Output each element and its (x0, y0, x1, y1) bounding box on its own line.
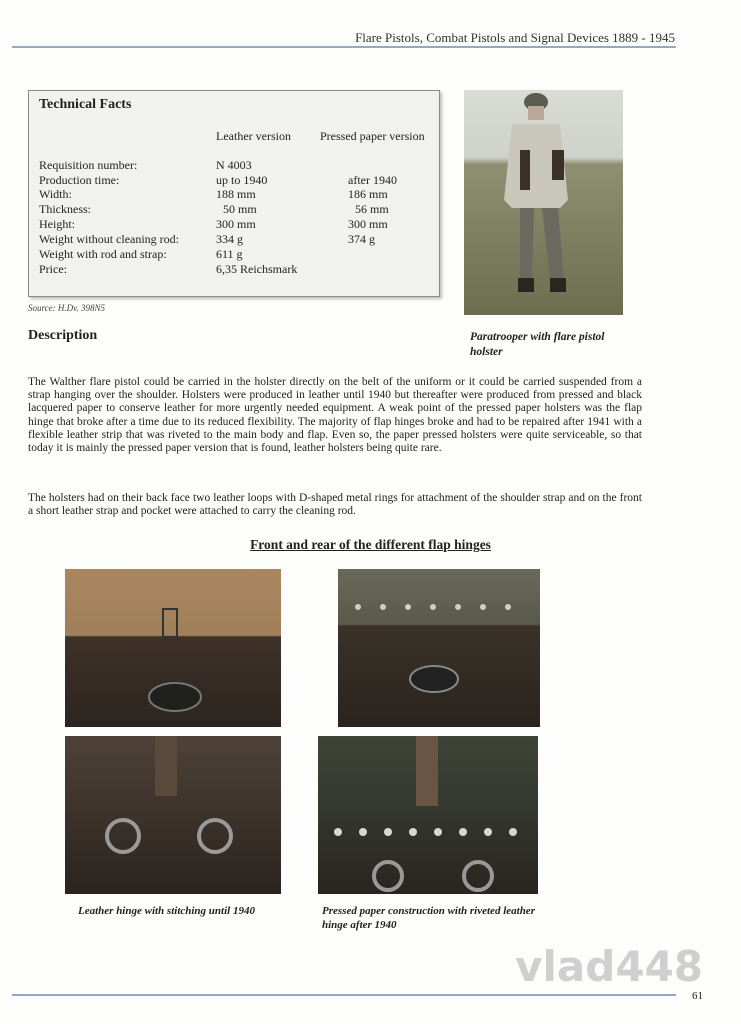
header-rule (12, 46, 676, 48)
photo-caption: Paratrooper with flare pistol holster (470, 331, 605, 358)
facts-row: Production time: up to 1940 after 1940 (39, 173, 397, 187)
description-paragraph-1: The Walther flare pistol could be carried in the holster directly on the belt of the uniform or it could be carried suspended from a strap hanging over the shoulder. Holsters were produced in leather until 1940 but thereafter were produced from pressed and black lacquered paper to conserve leather for more urgently needed equipment. A weak point of the pressed paper holsters was the flap hinge that broke after a time due to its reduced flexibility. The majority of flap hinges broke and had to be repaired after 1941 with a flexible leather strip that was riveted to the main body and flap. Even so, the paper pressed holsters were quite serviceable, so that today it is mainly the pressed paper version that is found, leather holsters being quite rare. (28, 376, 642, 455)
leather-hinge-front-photo (65, 569, 281, 727)
running-header: Flare Pistols, Combat Pistols and Signal Devices 1889 - 1945 (355, 30, 675, 45)
caption-paper-hinge: Pressed paper construction with riveted leather hinge after 1940 (322, 905, 535, 931)
facts-row: Width: 188 mm 186 mm (39, 187, 388, 201)
paper-hinge-rear-photo (318, 736, 538, 894)
riveted-strip-icon (318, 736, 538, 894)
facts-row: Weight without cleaning rod: 334 g 374 g (39, 232, 375, 246)
facts-row: Weight with rod and strap: 611 g (39, 247, 243, 261)
page-number: 61 (692, 990, 703, 1002)
hinge-detail-icon (65, 569, 281, 727)
rivet-row-icon (338, 569, 540, 727)
source-note: Source: H.Dv. 398N5 (28, 303, 105, 313)
facts-row: Requisition number: N 4003 (39, 158, 252, 172)
description-paragraph-2: The holsters had on their back face two leather loops with D-shaped metal rings for attachment of the shoulder strap and on the front a short leather strap and pocket were attached to carry the cleaning rod. (28, 492, 642, 518)
hinges-heading: Front and rear of the different flap hinges (250, 537, 491, 552)
description-heading: Description (28, 328, 98, 343)
technical-facts-box (28, 90, 440, 297)
watermark: vlad448 (515, 942, 703, 991)
col-header-paper: Pressed paper version (320, 129, 425, 143)
paratrooper-photo (464, 90, 623, 315)
facts-row: Thickness: 50 mm 56 mm (39, 202, 389, 216)
paper-hinge-front-photo (338, 569, 540, 727)
facts-title: Technical Facts (39, 97, 132, 112)
paratrooper-figure (464, 90, 623, 315)
facts-row: Price: 6,35 Reichsmark (39, 262, 298, 276)
footer-rule (12, 994, 676, 996)
caption-leather-hinge: Leather hinge with stitching until 1940 (78, 905, 255, 917)
d-ring-icon (65, 736, 281, 894)
facts-row: Height: 300 mm 300 mm (39, 217, 388, 231)
leather-hinge-rear-photo (65, 736, 281, 894)
col-header-leather: Leather version (216, 129, 291, 143)
